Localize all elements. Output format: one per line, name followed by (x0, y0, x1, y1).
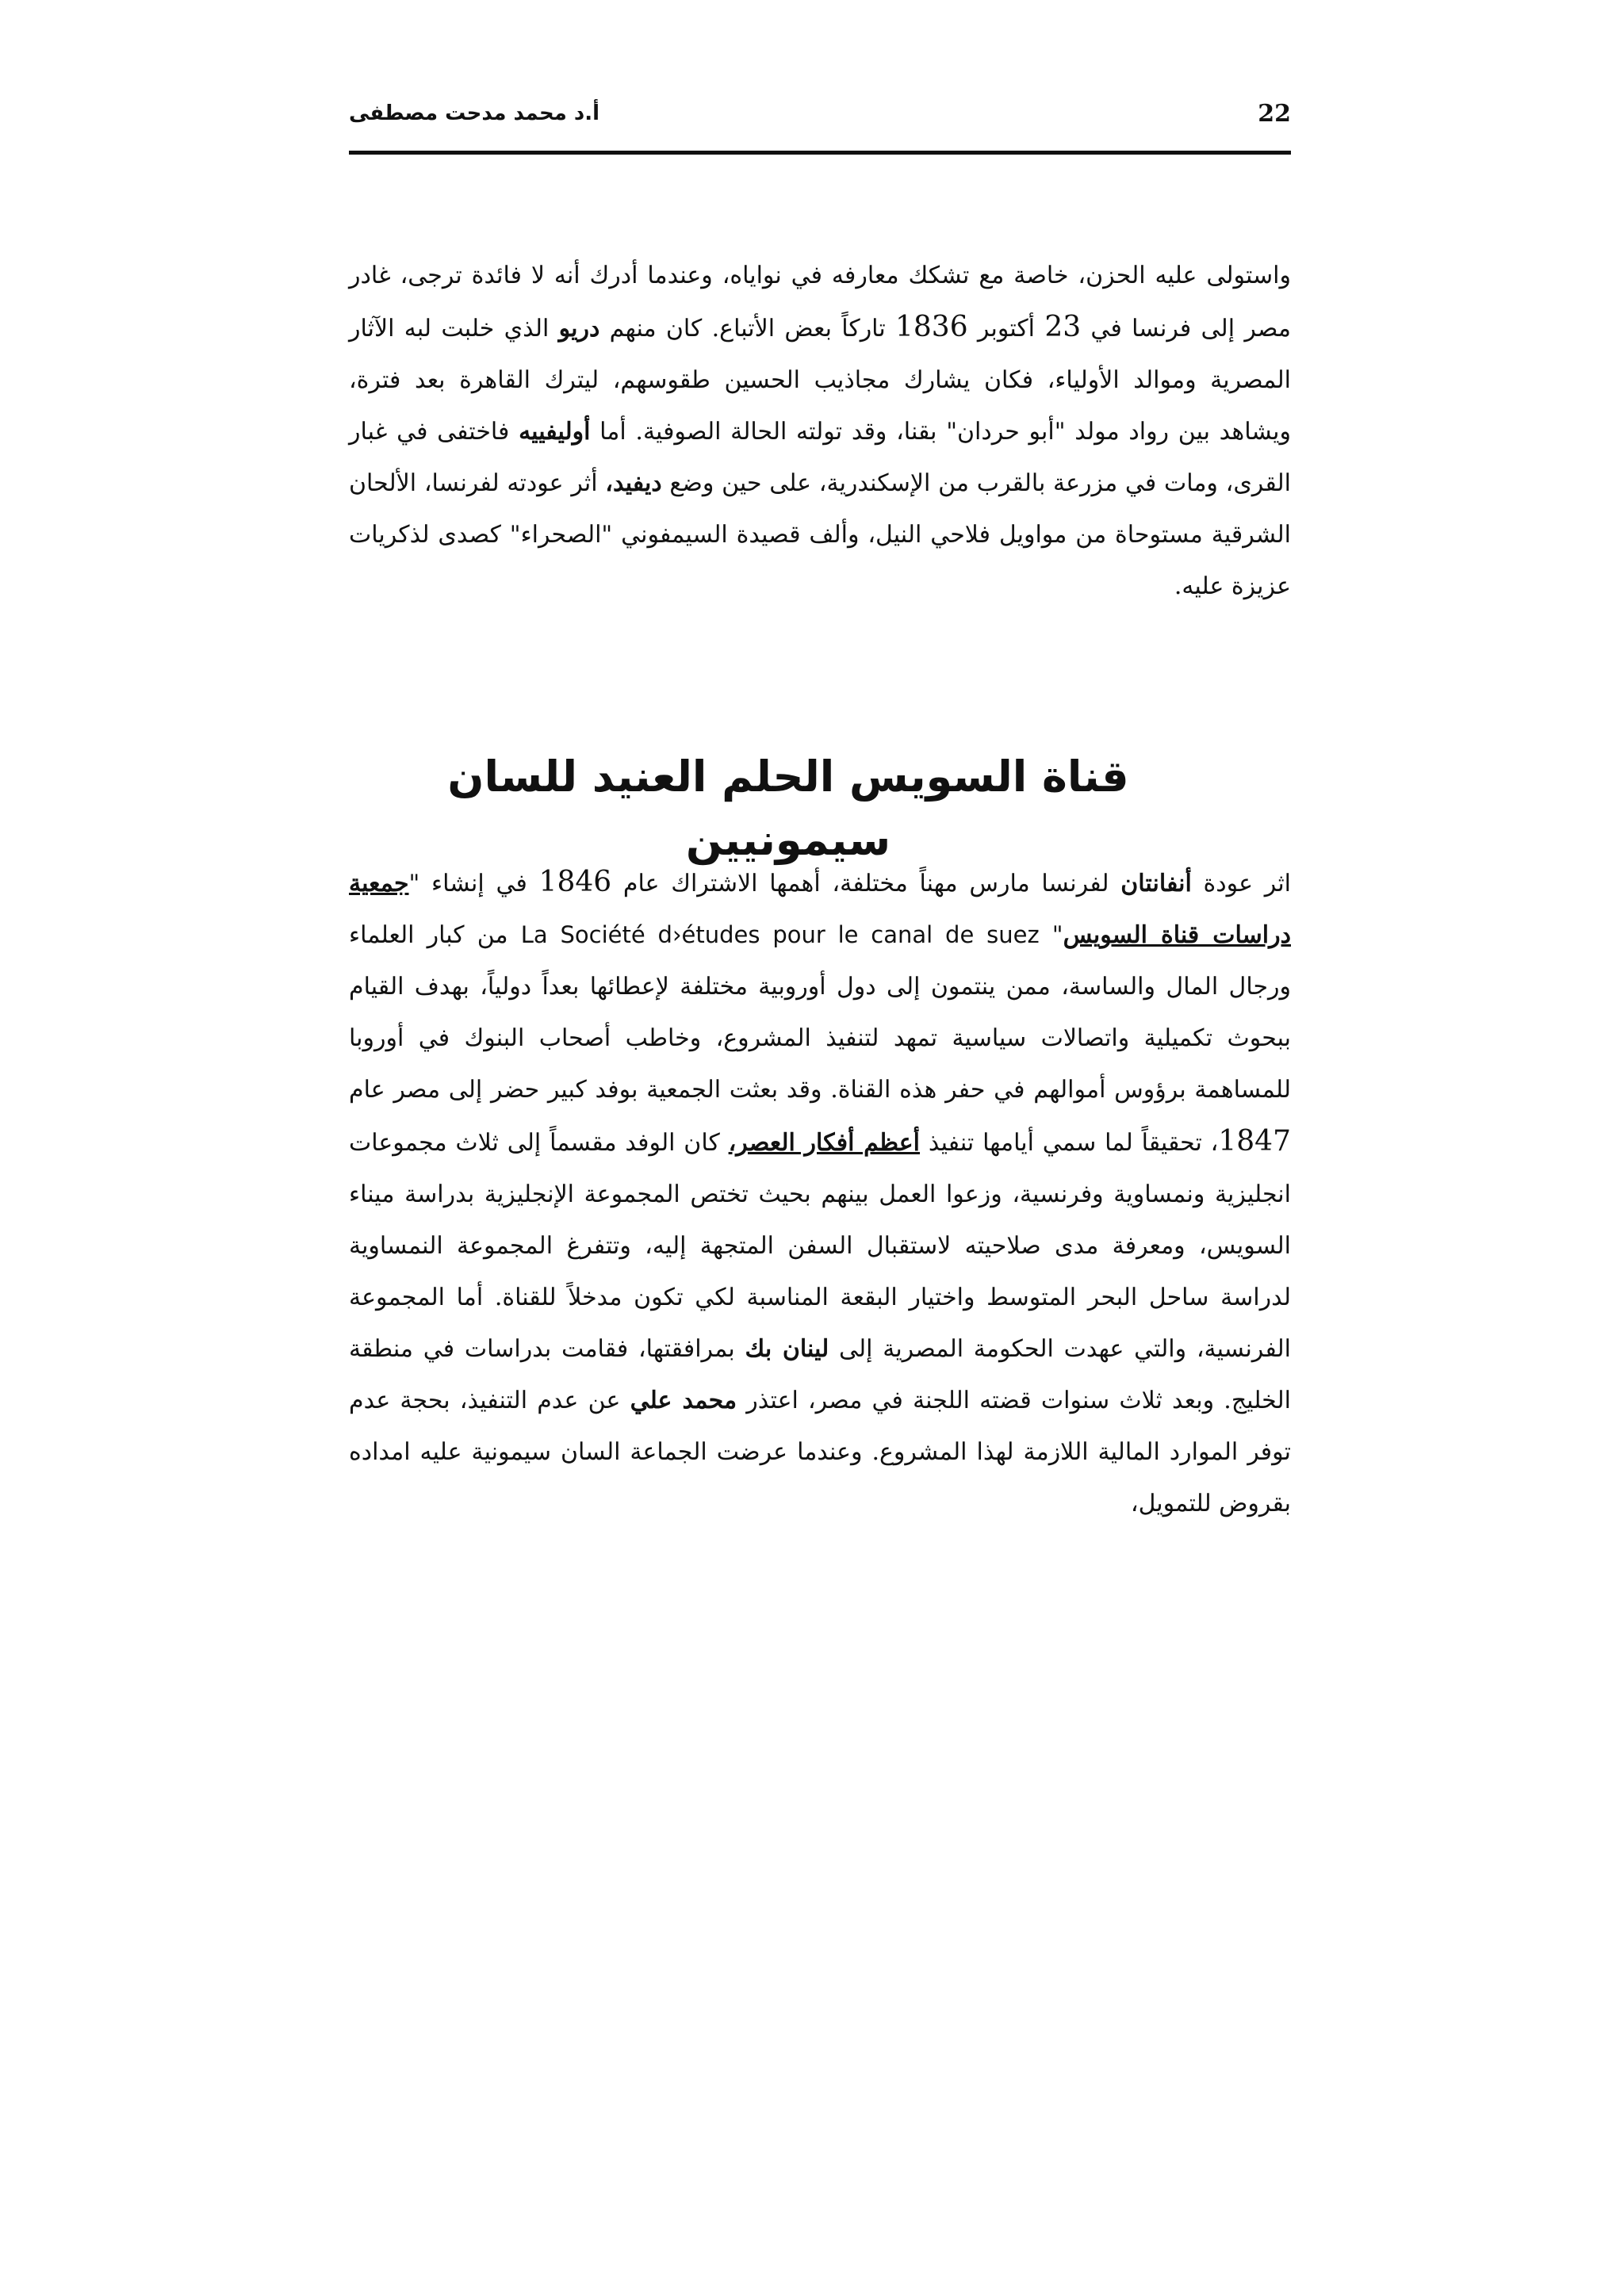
section-title: قناة السويس الحلم العنيد للسان سيمونيين (447, 752, 1129, 865)
number: 1836 (894, 311, 968, 343)
page-number: 22 (1258, 100, 1291, 128)
latin-text: La Société d›études pour le canal de suez (520, 921, 1040, 948)
text-run: من كبار العلماء ورجال المال والساسة، ممن ينتمون إلى دول أوروبية مختلفة لإعطائها بعداً دولياً، بهدف القيام ببحوث تكميلية واتصالات سياسية تمهد لتنفيذ المشروع، وخاطب أصحاب البنوك في أوروبا للمساهمة برؤوس أموالهم في حفر هذه القناة. وقد بعثت الجمعية بوفد كبير حضر إلى مصر عام (349, 921, 1291, 1104)
bold-underlined-term: أعظم أفكار العصر، (728, 1129, 920, 1157)
text-run: الذي خلبت لبه الآثار المصرية وموالد الأولياء، فكان يشارك مجاذيب الحسين طقوسهم، ليترك القاهرة بعد فترة، ويشاهد بين رواد مولد "أبو حردان" بقنا، وقد تولته الحالة الصوفية. أما (349, 315, 1291, 446)
bold-name: لينان بك (745, 1335, 829, 1363)
bold-name: دريو (558, 315, 600, 342)
text-run: كان الوفد مقسماً إلى ثلاث مجموعات انجليزية ونمساوية وفرنسية، وزعوا العمل بينهم بحيث تختص المجموعة الإنجليزية بدراسة ميناء السويس، ومعرفة مدى صلاحيته لاستقبال السفن المتجهة إليه، وتتفرغ المجموعة النمساوية لدراسة ساحل البحر المتوسط واختيار البقعة المناسبة لكي تكون مدخلاً للقناة. أما المجموعة الفرنسية، والتي عهدت الحكومة المصرية إلى (349, 1129, 1291, 1363)
author-name: أ.د محمد مدحت مصطفى (349, 101, 600, 125)
running-header (349, 95, 1291, 155)
bold-name: ديفيد، (605, 469, 662, 497)
number: 1846 (538, 866, 612, 898)
number: 1847 (1218, 1125, 1291, 1158)
text-run: واستولى عليه الحزن، خاصة مع تشكك معارفه في نواياه، وعندما أدرك أنه لا فائدة ترجى، غادر مصر إلى فرنسا في (349, 262, 1291, 342)
text-run: أكتوبر (967, 315, 1045, 342)
number: 23 (1044, 311, 1082, 343)
book-page (349, 95, 1292, 1517)
text-run: أثر عودته لفرنسا، الألحان الشرقية مستوحاة من مواويل فلاحي النيل، وألف قصيدة السيمفوني "الصحراء" كصدى لذكريات عزيزة عليه. (349, 469, 1291, 600)
bold-underlined-term: جمعية دراسات قناة السويس (349, 870, 1291, 949)
text-run: " (1039, 921, 1063, 949)
paragraph-1 (349, 250, 1291, 612)
text-run: اثر عودة (1191, 870, 1292, 897)
text-run: فاختفى في غبار القرى، ومات في مزرعة بالقرب من الإسكندرية، على حين وضع (349, 418, 1292, 497)
bold-name: أنفانتان (1120, 870, 1192, 897)
text-run: في إنشاء " (408, 870, 539, 897)
text-run: لفرنسا مارس مهناً مختلفة، أهمها الاشتراك عام (611, 870, 1121, 897)
bold-name: محمد علي (630, 1387, 737, 1414)
paragraph-2 (349, 856, 1291, 1529)
bold-name: أوليفييه (519, 418, 591, 446)
text-run: ، تحقيقاً لما سمي أيامها تنفيذ (920, 1129, 1219, 1157)
text-run: عن عدم التنفيذ، بحجة عدم توفر الموارد المالية اللازمة لهذا المشروع. وعندما عرضت الجماعة السان سيمونية عليه امداده بقروض للتمويل، (349, 1387, 1291, 1517)
text-run: تاركاً بعض الأتباع. كان منهم (599, 315, 895, 342)
text-run: بمرافقتها، فقامت بدراسات في منطقة الخليج. وبعد ثلاث سنوات قضته اللجنة في مصر، اعتذر (349, 1335, 1292, 1414)
